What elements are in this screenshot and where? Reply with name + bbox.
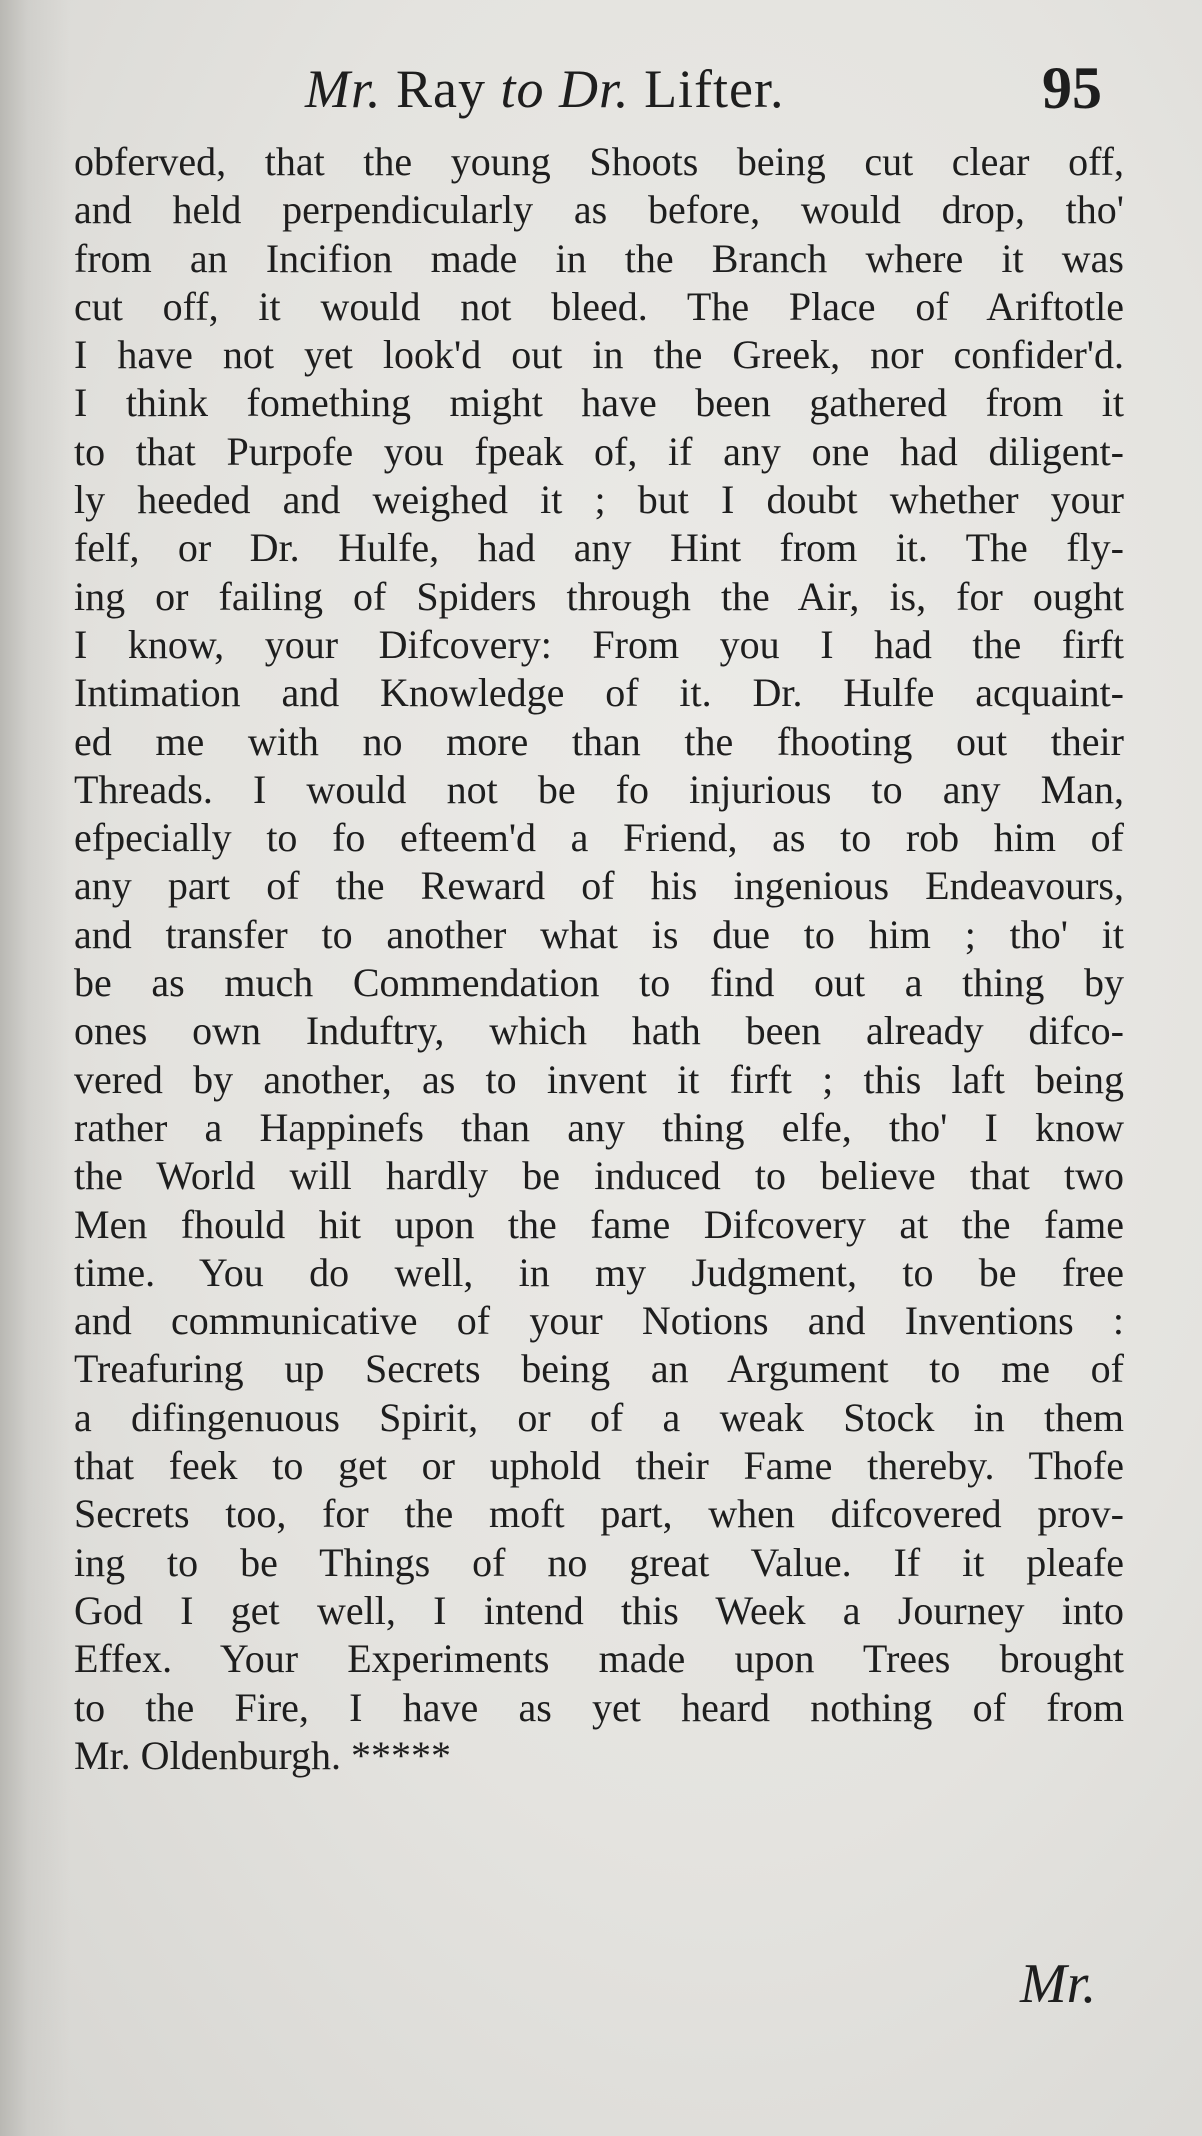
text-line: I know, your Difcovery: From you I had the firft [74, 621, 1124, 667]
text-line: from an Incifion made in the Branch where it was [74, 235, 1124, 281]
text-line: time. You do well, in my Judgment, to be free [74, 1249, 1124, 1295]
text-line: Secrets too, for the moft part, when difcovered prov- [74, 1491, 1124, 1537]
running-title [305, 58, 785, 120]
body-text [74, 138, 1124, 1780]
title-prefix: Mr. [305, 59, 382, 119]
text-line: Threads. I would not be fo injurious to any Man, [74, 766, 1124, 812]
text-line: ing or failing of Spiders through the Air, is, for ought [74, 573, 1124, 619]
page-number: 95 [1042, 55, 1102, 121]
text-line: and transfer to another what is due to him ; tho' it [74, 911, 1124, 957]
text-line: ing to be Things of no great Value. If it pleafe [74, 1539, 1124, 1585]
title-dr: Dr. [559, 59, 630, 119]
text-line: cut off, it would not bleed. The Place of Ariftotle [74, 283, 1124, 329]
text-line: the World will hardly be induced to believe that two [74, 1153, 1124, 1199]
text-line: rather a Happinefs than any thing elfe, tho' I know [74, 1104, 1124, 1150]
running-head [0, 52, 1202, 132]
text-line: efpecially to fo efteem'd a Friend, as to rob him of [74, 815, 1124, 861]
gutter-shadow [0, 0, 70, 2136]
text-line: obferved, that the young Shoots being cut clear off, [74, 139, 1124, 184]
text-line: Effex. Your Experiments made upon Trees brought [74, 1636, 1124, 1682]
text-line: and communicative of your Notions and Inventions : [74, 1298, 1124, 1344]
title-to: to [500, 59, 545, 119]
title-name: Ray [396, 59, 487, 119]
text-line: Treafuring up Secrets being an Argument to me of [74, 1346, 1124, 1392]
text-line: I have not yet look'd out in the Greek, nor confider'd. [74, 332, 1124, 378]
text-line: and held perpendicularly as before, would drop, tho' [74, 187, 1124, 233]
text-line: to the Fire, I have as yet heard nothing of from [74, 1684, 1124, 1730]
title-recipient: Lifter. [644, 59, 785, 119]
text-line: be as much Commendation to find out a thing by [74, 960, 1124, 1006]
text-line: any part of the Reward of his ingenious Endeavours, [74, 863, 1124, 909]
catchword: Mr. [1020, 1953, 1097, 2015]
text-line: Intimation and Knowledge of it. Dr. Hulfe acquaint- [74, 670, 1124, 716]
text-line: ones own Induftry, which hath been already difco- [74, 1008, 1124, 1054]
text-line: to that Purpofe you fpeak of, if any one had diligent- [74, 428, 1124, 474]
text-line: ed me with no more than the fhooting out their [74, 718, 1124, 764]
text-line: God I get well, I intend this Week a Journey into [74, 1587, 1124, 1633]
text-line: vered by another, as to invent it firft ; this laft being [74, 1056, 1124, 1102]
text-line: that feek to get or uphold their Fame thereby. Thofe [74, 1443, 1124, 1489]
text-line: ly heeded and weighed it ; but I doubt whether your [74, 477, 1124, 523]
text-line: I think fomething might have been gathered from it [74, 380, 1124, 426]
text-line: Mr. Oldenburgh. ***** [74, 1732, 452, 1778]
text-line: Men fhould hit upon the fame Difcovery at the fame [74, 1201, 1124, 1247]
text-line: a difingenuous Spirit, or of a weak Stock in them [74, 1394, 1124, 1440]
text-line: felf, or Dr. Hulfe, had any Hint from it. The fly- [74, 525, 1124, 571]
